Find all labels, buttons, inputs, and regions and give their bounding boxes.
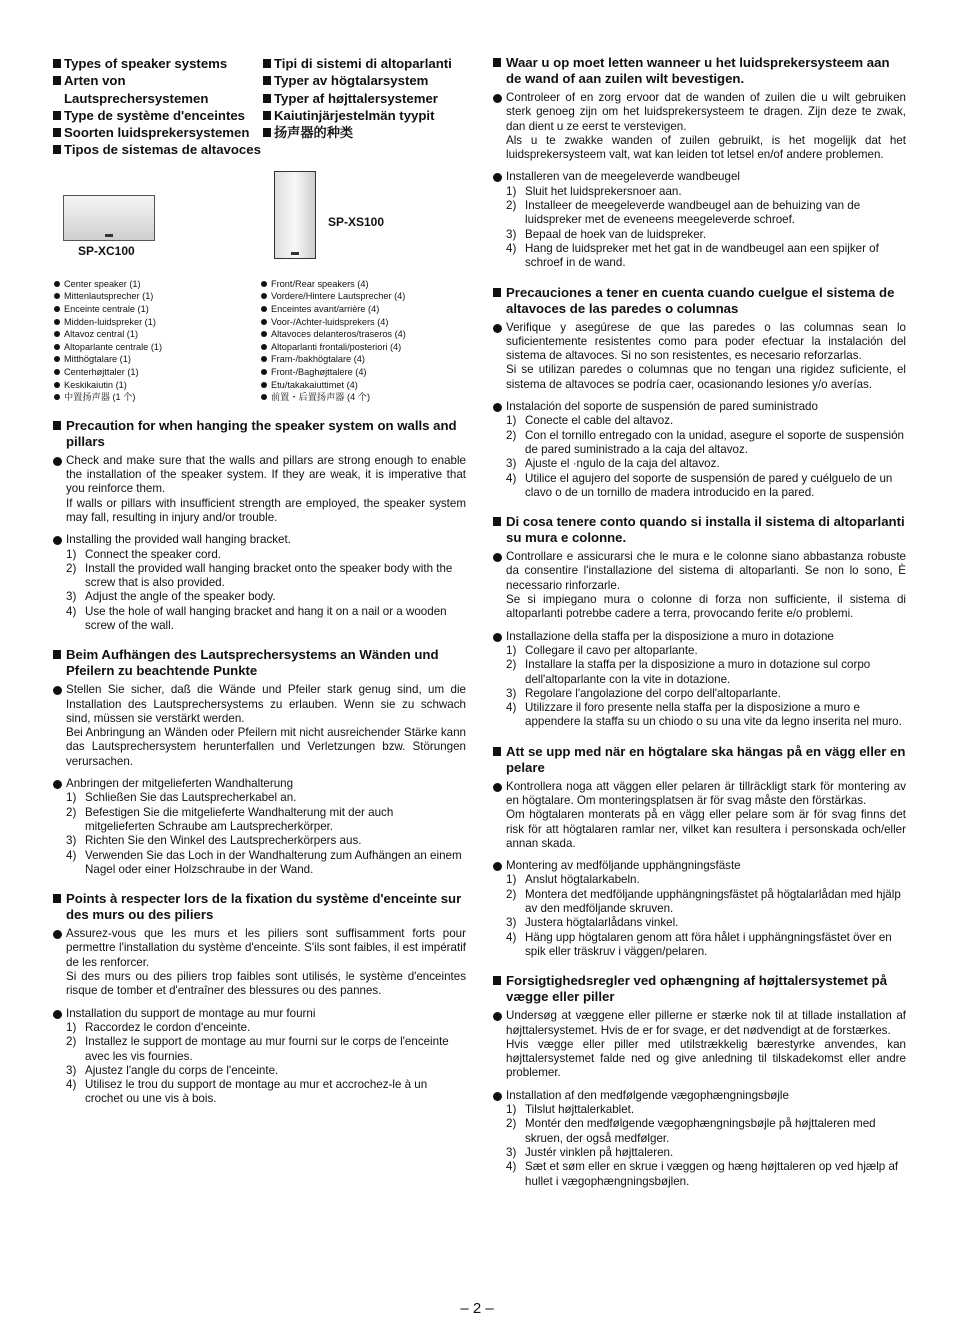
step-item — [66, 849, 466, 878]
step-text: Conecte el cable del altavoz. — [525, 414, 674, 428]
step-number: 2) — [66, 561, 77, 575]
section — [492, 514, 906, 730]
paragraph-text: Stellen Sie sicher, daß die Wände und Pfeiler stark genug sind, um die Installation des Lautsprechersystems zu erlauben. Wenn sie zu schwach sind, müssen sie verstärkt werden. — [66, 683, 466, 725]
step-text: Ajustez l'angle du corps de l'enceinte. — [85, 1063, 279, 1077]
steps-list — [52, 791, 466, 877]
step-number: 3) — [66, 834, 77, 848]
step-item — [506, 414, 906, 428]
paragraph-text: Controleer of en zorg ervoor dat de wanden of zuilen die u wilt gebruiken sterk genoeg zijn om het luidsprekersysteem te dragen. Zijn deze te zwak, dan dient u ze eerst te verstevigen. — [506, 91, 906, 133]
step-number: 4) — [506, 471, 517, 485]
bullet-paragraph — [52, 927, 466, 998]
step-number: 1) — [506, 184, 517, 198]
list-item: Midden-luidspreker (1) — [52, 316, 259, 329]
paragraph-text: Controllare e assicurarsi che le mura e le colonne siano abbastanza robuste da consentire l'installazione del sistema di altoparlanti. Se non lo sono, È necessario rinforzarle. — [506, 550, 906, 592]
type-heading: 扬声器的种类 — [262, 124, 466, 141]
step-text: Befestigen Sie die mitgelieferte Wandhalterung mit der auch mitgelieferten Schraube am Lautsprecherkörper. — [85, 805, 394, 833]
types-right-column — [262, 55, 466, 159]
type-heading: Typer av högtalarsystem — [262, 72, 466, 89]
center-speaker-list — [52, 278, 259, 404]
type-heading: Type de système d'enceintes — [52, 107, 262, 124]
step-number: 1) — [66, 1020, 77, 1034]
step-text: Install the provided wall hanging bracket onto the speaker body with the screw that is also provided. — [85, 561, 453, 590]
steps-list — [492, 185, 906, 271]
list-item: Altavoz central (1) — [52, 328, 259, 341]
bullet-paragraph — [52, 683, 466, 769]
paragraph-text: Assurez-vous que les murs et les piliers sont suffisamment forts pour permettre l'installation du système d'enceinte. S'ils sont faibles, il est impératif de les renforcer. — [66, 927, 466, 969]
step-number: 2) — [506, 887, 517, 901]
step-item — [506, 888, 906, 917]
step-number: 4) — [506, 701, 517, 715]
step-text: Utilisez le trou du support de montage au mur et accrochez-le à un crochet ou une vis à bois. — [85, 1078, 428, 1106]
list-item: Altoparlanti frontali/posteriori (4) — [259, 341, 466, 354]
type-heading: Arten von Lautsprechersystemen — [52, 72, 262, 107]
step-number: 2) — [506, 199, 517, 213]
front-speaker-image — [274, 171, 316, 259]
step-number: 1) — [506, 1103, 517, 1117]
step-number: 4) — [506, 1160, 517, 1174]
step-text: Con el tornillo entregado con la unidad, asegure el soporte de suspensión de pared suministrado a la caja del altavoz. — [525, 428, 904, 456]
step-text: Utilizzare il foro presente nella staffa per la disposizione a muro e appendere la staffa su un chiodo o su una vite da legno inserita nel muro. — [525, 701, 902, 729]
bullet-paragraph — [492, 1009, 906, 1080]
paragraph-text: Se si impiegano mura o colonne di forza non sufficiente, il sistema di altoparlanti potrebbe cadere a terra, provocando ferite e/o problemi. — [506, 593, 906, 621]
front-rear-speaker-list — [259, 278, 466, 404]
step-number: 2) — [506, 1117, 517, 1131]
step-text: Häng upp högtalaren genom att föra hålet i upphängningsfästet över en spik eller träskruv i väggen/pelaren. — [525, 930, 892, 958]
paragraph-text: Hvis vægge eller piller med utilstrækkelig bærestyrke anvendes, kan højttalersystemet falde ned og give anledning til tilskadekomst eller andre problemer. — [506, 1037, 906, 1080]
bullet-paragraph: Anbringen der mitgelieferten Wandhalterung — [52, 777, 466, 791]
step-item — [506, 931, 906, 960]
step-text: Regolare l'angolazione del corpo dell'altoparlante. — [525, 686, 781, 700]
list-item: Voor-/Achter-luidsprekers (4) — [259, 316, 466, 329]
step-item — [506, 228, 906, 242]
bullet-paragraph: Montering av medföljande upphängningsfäste — [492, 859, 906, 873]
brand-logo — [291, 252, 299, 255]
step-item — [66, 834, 466, 848]
section-title: Points à respecter lors de la fixation du système d'enceinte sur des murs ou des piliers — [52, 891, 466, 923]
step-number: 3) — [66, 1063, 77, 1077]
section — [492, 285, 906, 501]
list-item: Vordere/Hintere Lautsprecher (4) — [259, 290, 466, 303]
step-item — [66, 562, 466, 591]
step-item — [66, 806, 466, 835]
paragraph-text: Verifique y asegúrese de que las paredes o las columnas sean lo suficientemente resistentes como para poder efectuar la instalación del sistema de altavoces. Si no son resistentes, es necesario reforzarlas. — [506, 320, 906, 363]
list-item: 中置扬声器 (1 个) — [52, 391, 259, 404]
step-text: Sluit het luidsprekersnoer aan. — [525, 184, 682, 198]
list-item: Front-/Baghøjttalere (4) — [259, 366, 466, 379]
right-column — [492, 55, 906, 1189]
section-title: Forsigtighedsregler ved ophængning af højttalersystemet på vægge eller piller — [492, 973, 906, 1005]
list-item: Center speaker (1) — [52, 278, 259, 291]
section — [52, 647, 466, 877]
paragraph-text: Kontrollera noga att väggen eller pelaren är tillräckligt stark för montering av en högtalare. Om monteringsplatsen är för svag måste den förstärkas. — [506, 779, 906, 807]
step-text: Montera det medföljande upphängningsfästet på högtalarlådan med hjälp av den medföljande skruven. — [525, 887, 901, 916]
step-item — [506, 429, 906, 458]
model-label-left: SP-XC100 — [78, 243, 135, 258]
bullet-paragraph: Installation af den medfølgende vægophængningsbøjle — [492, 1089, 906, 1103]
center-speaker-image — [63, 195, 155, 241]
sections-right — [492, 55, 906, 1189]
step-number: 2) — [506, 658, 517, 672]
list-item: Mittenlautsprecher (1) — [52, 290, 259, 303]
list-item: Mitthögtalare (1) — [52, 353, 259, 366]
step-text: Sæt et søm eller en skrue i væggen og hæng højttaleren op ved hjælp af hullet i vægophængningsbøjlen. — [525, 1160, 899, 1188]
model-label-right: SP-XS100 — [328, 214, 385, 229]
step-item — [66, 1021, 466, 1035]
types-heading-block — [52, 55, 466, 159]
step-number: 2) — [66, 1035, 77, 1049]
step-number: 4) — [66, 1078, 77, 1092]
steps-list — [492, 414, 906, 500]
step-item — [506, 1146, 906, 1160]
steps-list — [492, 873, 906, 959]
step-number: 3) — [506, 916, 517, 930]
step-text: Installeer de meegeleverde wandbeugel aan de behuizing van de luidspreker met de eveneens meegeleverde schroef. — [525, 199, 861, 227]
section-title: Di cosa tenere conto quando si installa il sistema di altoparlanti su mura e colonne. — [492, 514, 906, 546]
sections-left — [52, 418, 466, 1107]
step-number: 3) — [506, 227, 517, 241]
step-number: 1) — [506, 643, 517, 657]
left-column — [52, 55, 466, 1107]
step-text: Anslut högtalarkabeln. — [525, 873, 640, 887]
step-text: Installare la staffa per la disposizione a muro in dotazione sul corpo dell'altoparlante con la vite in dotazione. — [525, 658, 871, 686]
step-text: Montér den medfølgende vægophængningsbøjle på højttaleren med skruen, der også medfølger. — [525, 1117, 876, 1145]
steps-list — [492, 644, 906, 730]
step-item — [506, 1103, 906, 1117]
step-number: 3) — [506, 457, 517, 471]
page-number: – 2 – — [460, 1300, 494, 1317]
step-text: Utilice el agujero del soporte de suspensión de pared y cuélguelo de un clavo o de un tornillo de madera introducido en la pared. — [525, 471, 893, 499]
step-number: 4) — [506, 930, 517, 944]
section — [492, 744, 906, 960]
bullet-paragraph: Installing the provided wall hanging bracket. — [52, 533, 466, 547]
list-item: Enceintes avant/arrière (4) — [259, 303, 466, 316]
list-item: Enceinte centrale (1) — [52, 303, 259, 316]
list-item: Etu/takakaiuttimet (4) — [259, 379, 466, 392]
step-item — [66, 590, 466, 604]
step-item — [506, 658, 906, 687]
step-item — [66, 1035, 466, 1064]
product-illustrations — [52, 163, 466, 278]
section — [492, 55, 906, 271]
type-heading: Kaiutinjärjestelmän tyypit — [262, 107, 466, 124]
step-text: Adjust the angle of the speaker body. — [85, 590, 276, 604]
step-text: Tilslut højttalerkablet. — [525, 1103, 635, 1117]
bullet-paragraph: Installazione della staffa per la disposizione a muro in dotazione — [492, 630, 906, 644]
step-number: 3) — [506, 686, 517, 700]
type-heading: Typer af højttalersystemer — [262, 90, 466, 107]
list-item: Altavoces delanteros/traseros (4) — [259, 328, 466, 341]
step-text: Ajuste el ·ngulo de la caja del altavoz. — [525, 457, 720, 471]
step-number: 1) — [66, 791, 77, 805]
paragraph-text: If walls or pillars with insufficient strength are employed, the speaker system may fall, resulting in injury and/or trouble. — [66, 496, 466, 524]
section-title: Precaution for when hanging the speaker system on walls and pillars — [52, 418, 466, 450]
list-item: Fram-/bakhögtalare (4) — [259, 353, 466, 366]
paragraph-text: Si des murs ou des piliers trop faibles sont utilisés, le système d'enceintes risque de tomber et d'entraîner des blessures ou des pannes. — [66, 970, 466, 998]
step-item — [506, 701, 906, 730]
list-item: Centerhøjttaler (1) — [52, 366, 259, 379]
step-number: 4) — [506, 241, 517, 255]
paragraph-text: Check and make sure that the walls and pillars are strong enough to enable the installation of the speaker system. If they are weak, it is imperative that you reinforce them. — [66, 453, 466, 496]
steps-list — [52, 1021, 466, 1107]
brand-logo — [105, 234, 113, 237]
step-item — [506, 687, 906, 701]
step-number: 1) — [66, 547, 77, 561]
step-item — [506, 199, 906, 228]
bullet-paragraph: Instalación del soporte de suspensión de pared suministrado — [492, 400, 906, 414]
step-item — [506, 1160, 906, 1189]
list-item: Altoparlante centrale (1) — [52, 341, 259, 354]
step-item — [506, 457, 906, 471]
steps-list — [492, 1103, 906, 1189]
bullet-paragraph: Installeren van de meegeleverde wandbeugel — [492, 170, 906, 184]
step-text: Raccordez le cordon d'enceinte. — [85, 1020, 251, 1034]
list-item: Front/Rear speakers (4) — [259, 278, 466, 291]
step-item — [506, 873, 906, 887]
step-item — [66, 1064, 466, 1078]
step-text: Schließen Sie das Lautsprecherkabel an. — [85, 791, 297, 805]
list-item: 前置・后置扬声器 (4 个) — [259, 391, 466, 404]
step-item — [66, 1078, 466, 1107]
step-text: Collegare il cavo per altoparlante. — [525, 643, 698, 657]
section — [492, 973, 906, 1189]
step-item — [66, 791, 466, 805]
section-title: Precauciones a tener en cuenta cuando cuelgue el sistema de altavoces de las paredes o columnas — [492, 285, 906, 317]
step-text: Connect the speaker cord. — [85, 547, 221, 561]
bullet-paragraph — [492, 780, 906, 851]
step-text: Verwenden Sie das Loch in der Wandhalterung zum Aufhängen an einem Nagel oder einer Holzschraube in der Wand. — [85, 848, 462, 876]
bullet-paragraph — [52, 454, 466, 525]
step-text: Justera högtalarlådans vinkel. — [525, 916, 679, 930]
bullet-paragraph: Installation du support de montage au mur fourni — [52, 1007, 466, 1021]
step-item — [506, 472, 906, 501]
paragraph-text: Si se utilizan paredes o columnas que no tengan una rigidez suficiente, el sistema de altavoces se podría caer, ocasionando lesiones y/o averías. — [506, 363, 906, 391]
paragraph-text: Bei Anbringung an Wänden oder Pfeilern mit nicht ausreichender Stärke kann das Lautsprechersystem herunterfallen und Verletzungen bzw. Störungen verursachen. — [66, 726, 466, 768]
step-item — [506, 644, 906, 658]
step-number: 4) — [66, 604, 77, 618]
type-heading: Types of speaker systems — [52, 55, 262, 72]
step-text: Installez le support de montage au mur fourni sur le corps de l'enceinte avec les vis fournies. — [85, 1035, 449, 1063]
bullet-paragraph — [492, 550, 906, 621]
step-text: Bepaal de hoek van de luidspreker. — [525, 227, 707, 241]
step-item — [506, 185, 906, 199]
step-number: 1) — [506, 873, 517, 887]
list-item: Keskikaiutin (1) — [52, 379, 259, 392]
step-number: 3) — [506, 1145, 517, 1159]
section — [52, 891, 466, 1107]
bullet-paragraph — [492, 91, 906, 162]
step-item — [66, 548, 466, 562]
step-text: Richten Sie den Winkel des Lautsprecherkörpers aus. — [85, 834, 362, 848]
bullet-paragraph — [492, 321, 906, 392]
step-number: 2) — [66, 805, 77, 819]
step-item — [66, 605, 466, 634]
type-heading: Tipi di sistemi di altoparlanti — [262, 55, 466, 72]
section-title: Att se upp med när en högtalare ska hängas på en vägg eller en pelare — [492, 744, 906, 776]
section-title: Beim Aufhängen des Lautsprechersystems an Wänden und Pfeilern zu beachtende Punkte — [52, 647, 466, 679]
paragraph-text: Om högtalaren monterats på en vägg eller pelare som är för svag finns det risk för att högtalaren ramlar ner, vilket kan resultera i personskada och/eller annan skada. — [506, 808, 906, 850]
step-item — [506, 1117, 906, 1146]
section — [52, 418, 466, 634]
step-item — [506, 242, 906, 271]
step-item — [506, 916, 906, 930]
types-left-column — [52, 55, 262, 159]
section-title: Waar u op moet letten wanneer u het luidsprekersysteem aan de wand of aan zuilen wilt bevestigen. — [492, 55, 906, 87]
type-heading: Soorten luidsprekersystemen — [52, 124, 262, 141]
step-text: Hang de luidspreker met het gat in de wandbeugel aan een spijker of schroef in de wand. — [525, 241, 879, 270]
step-number: 3) — [66, 590, 77, 604]
type-heading: Tipos de sistemas de altavoces — [52, 141, 262, 158]
step-number: 1) — [506, 414, 517, 428]
paragraph-text: Undersøg at væggene eller pillerne er stærke nok til at tillade installation af højttalersystemet. Hvis de er for svage, er det nødvendigt at de forstærkes. — [506, 1009, 906, 1037]
paragraph-text: Als u te zwakke wanden of zuilen gebruikt, is het mogelijk dat het luidsprekersysteem valt, wat kan leiden tot letsel en/of andere problemen. — [506, 133, 906, 162]
step-text: Justér vinklen på højttaleren. — [525, 1145, 674, 1159]
step-number: 2) — [506, 428, 517, 442]
step-number: 4) — [66, 848, 77, 862]
step-text: Use the hole of wall hanging bracket and hang it on a nail or a wooden screw of the wall. — [85, 604, 447, 632]
steps-list — [52, 548, 466, 634]
contents-lists — [52, 278, 466, 404]
